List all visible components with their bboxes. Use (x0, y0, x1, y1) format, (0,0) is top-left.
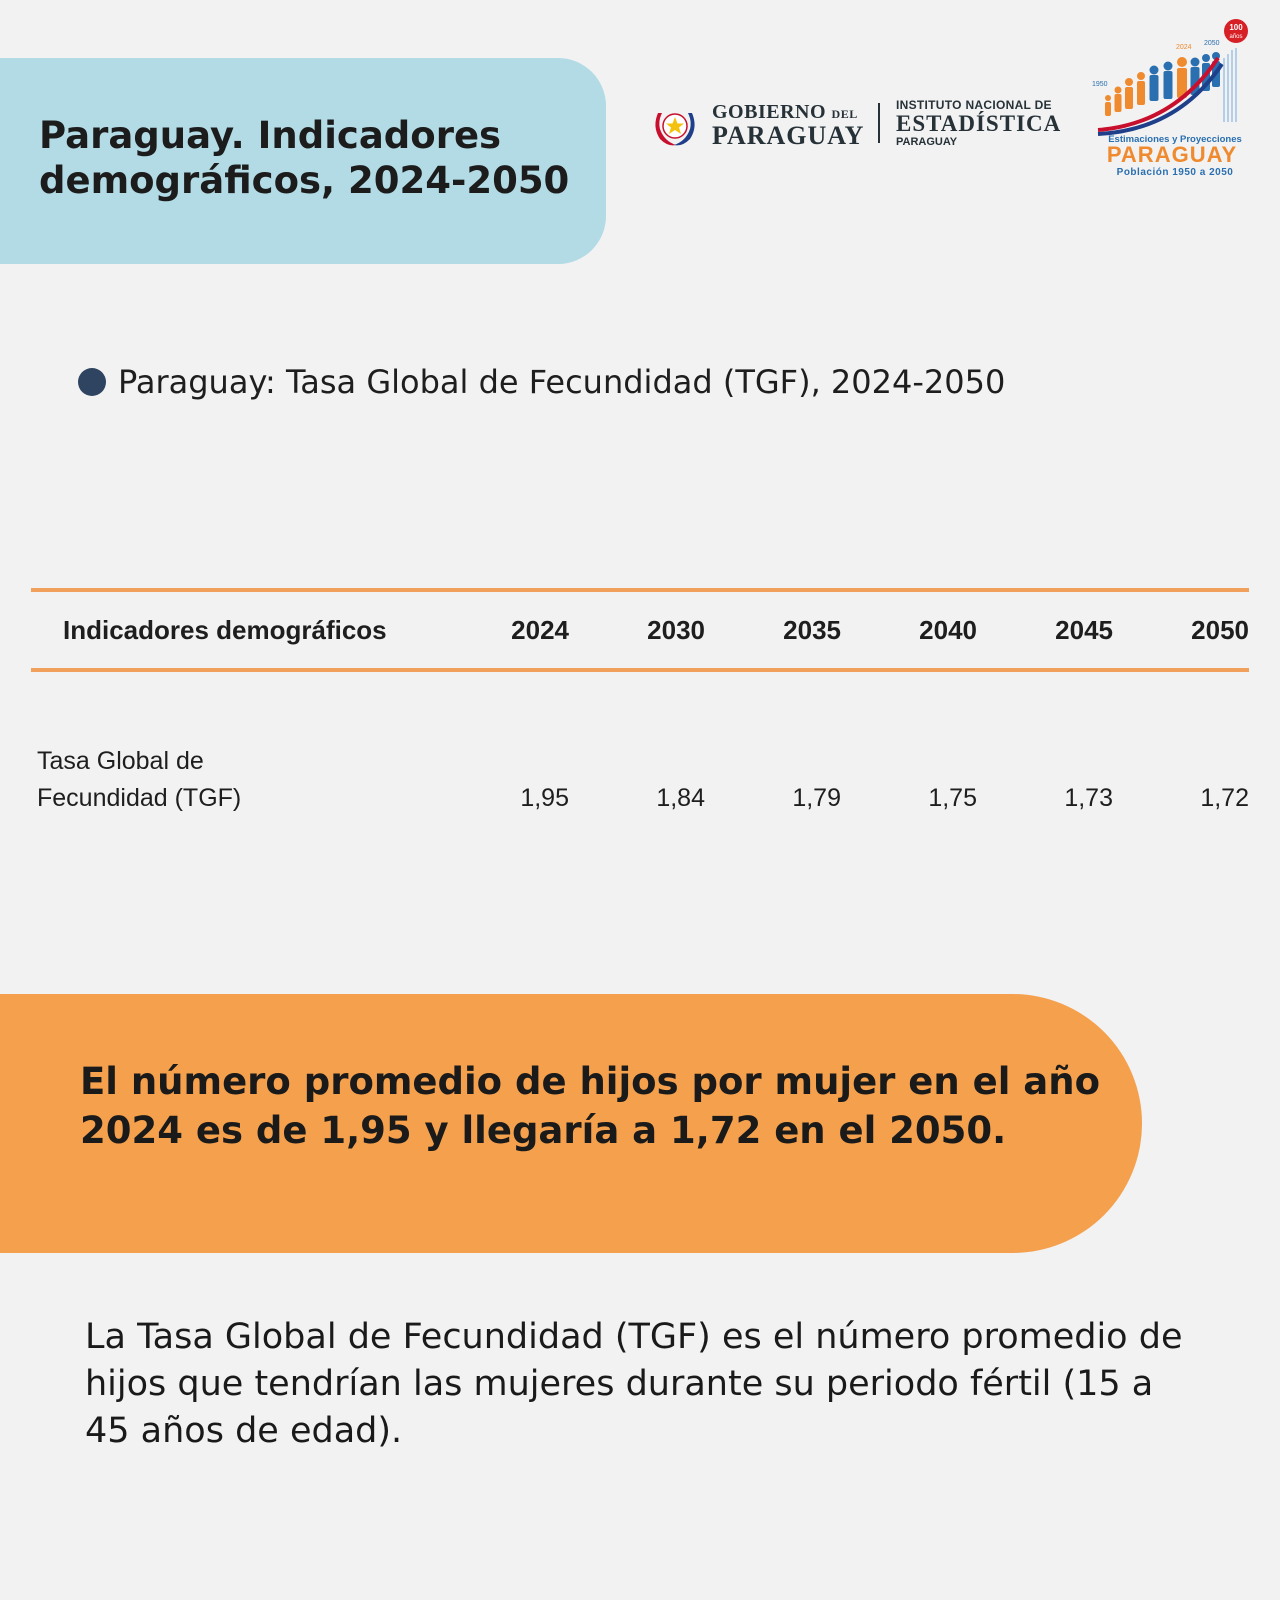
population-growth-icon (1094, 18, 1250, 136)
gov-name-line2: PARAGUAY (712, 121, 865, 150)
ine-name-line1: INSTITUTO NACIONAL DE (896, 98, 1052, 112)
year-start: 1950 (1092, 81, 1108, 88)
callout-text: El número promedio de hijos por mujer en el año 2024 es de 1,95 y llegaría a 1,72 en el 2050. (80, 1060, 1101, 1152)
table-cell: 1,84 (656, 783, 705, 812)
table-cell: 1,79 (792, 783, 841, 812)
highlight-callout (0, 994, 1142, 1253)
ine-name-line3: PARAGUAY (896, 136, 958, 148)
logo-divider (878, 103, 880, 143)
paraguay-seal-icon (650, 99, 700, 149)
header-year: 2035 (783, 614, 841, 645)
projections-country: PARAGUAY (1106, 142, 1238, 167)
header-year: 2024 (511, 614, 569, 645)
gov-name-line1: GOBIERNO DEL (712, 101, 858, 123)
badge-text: años (1229, 34, 1243, 40)
definition-note: La Tasa Global de Fecundidad (TGF) es el número promedio de hijos que tendrían las mujeres durante su periodo fértil (15 a 45 años de edad). (85, 1317, 1183, 1451)
page-title: Paraguay. Indicadores demográficos, 2024-2050 (39, 114, 570, 202)
title-box (0, 58, 606, 264)
subtitle-text: Paraguay: Tasa Global de Fecundidad (TGF), 2024-2050 (118, 363, 1006, 401)
header-year: 2050 (1191, 614, 1249, 645)
bullet-icon (78, 368, 106, 396)
table-header-rule (31, 668, 1249, 672)
header-year: 2045 (1055, 614, 1113, 645)
section-subtitle (78, 363, 1005, 401)
header-year: 2030 (647, 614, 705, 645)
table-cell: 1,75 (928, 783, 977, 812)
year-mid: 2024 (1176, 44, 1192, 51)
table-cell: 1,95 (520, 783, 569, 812)
year-end: 2050 (1204, 40, 1220, 47)
row-label-line1: Tasa Global de (37, 747, 204, 775)
projections-label: Estimaciones y Proyecciones (1108, 134, 1242, 145)
ine-name-line2: ESTADÍSTICA (896, 111, 1062, 136)
badge-number: 100 (1229, 23, 1243, 32)
row-label (31, 743, 433, 817)
table-cell: 1,72 (1200, 783, 1249, 812)
header-year: 2040 (919, 614, 977, 645)
table-row (31, 740, 1249, 820)
table-cell: 1,73 (1064, 783, 1113, 812)
indicators-table (31, 588, 1249, 820)
table-header-row (31, 592, 1249, 668)
projections-range: Población 1950 a 2050 (1116, 167, 1234, 178)
row-label-line2: Fecundidad (TGF) (37, 784, 242, 812)
header-indicator-label: Indicadores demográficos (63, 614, 387, 645)
government-logo (650, 95, 1070, 155)
projections-logo (1094, 18, 1250, 183)
